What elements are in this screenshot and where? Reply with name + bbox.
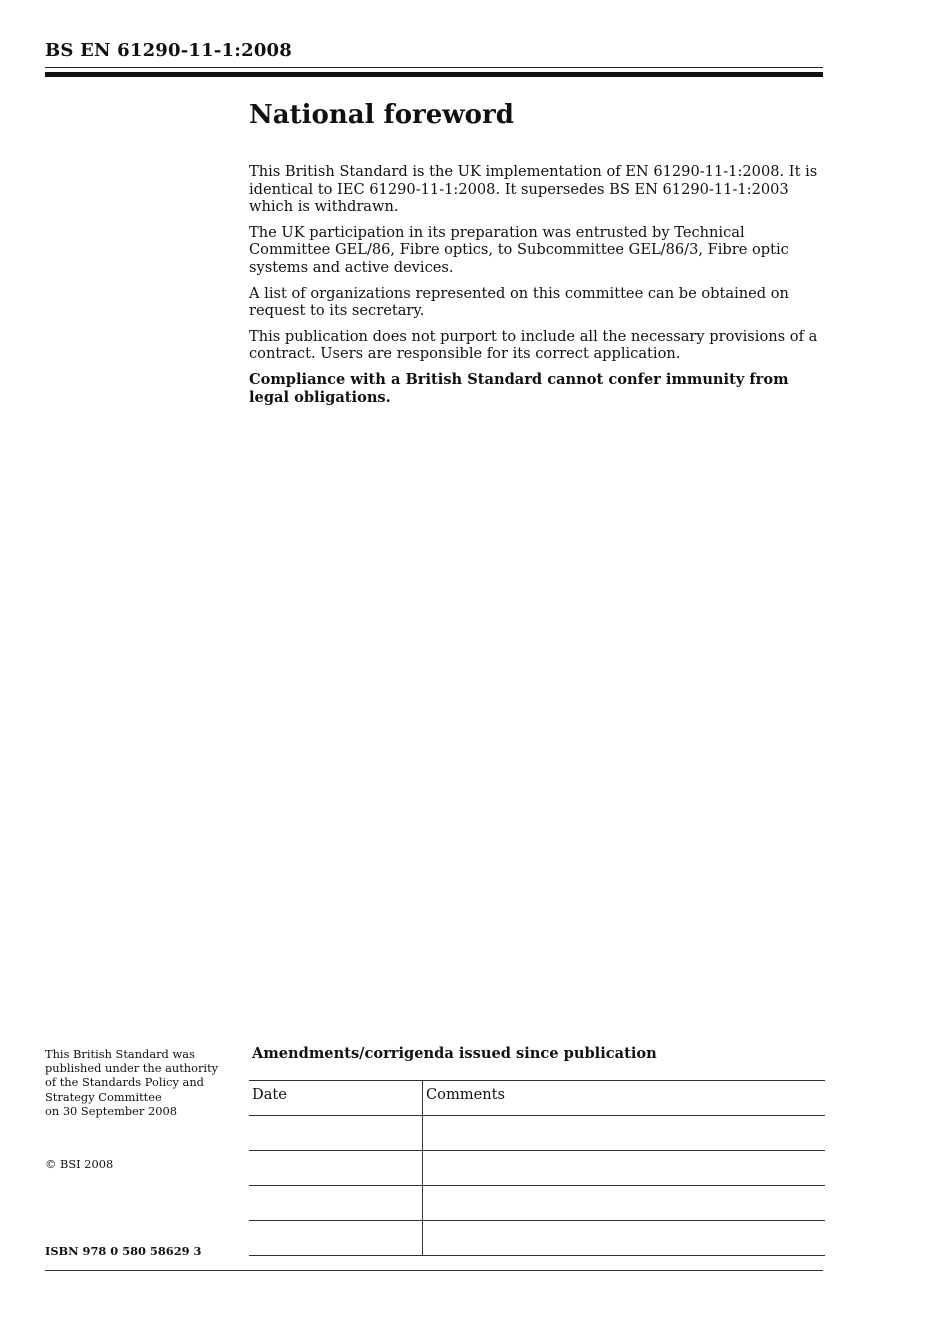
comments-cell (423, 1151, 826, 1186)
amendments-header-row (249, 1081, 825, 1116)
column-header-date: Date (249, 1081, 423, 1116)
foreword-paragraph: The UK participation in its preparation was entrusted by Technical Committee GEL/86, Fibre optics, to Subcommittee GEL/86/3, Fibre optic systems and active devices. (249, 223, 789, 276)
foreword-paragraph: A list of organizations represented on this committee can be obtained on request to its secretary. (249, 284, 789, 320)
imprint-line: This British Standard was (45, 1047, 195, 1061)
comments-cell (423, 1116, 826, 1151)
copyright-notice: © BSI 2008 (45, 1157, 114, 1171)
comments-cell (423, 1221, 826, 1256)
date-cell (249, 1221, 423, 1256)
imprint-line: of the Standards Policy and (45, 1075, 204, 1090)
comments-cell (423, 1186, 826, 1221)
header-rule-thin (45, 67, 823, 68)
header-rule-thick (45, 72, 823, 77)
column-header-comments: Comments (423, 1081, 826, 1116)
date-cell (249, 1186, 423, 1221)
amendments-title: Amendments/corrigenda issued since publication (252, 1045, 657, 1062)
compliance-statement: Compliance with a British Standard cannot confer immunity from legal obligations. (249, 370, 789, 406)
document-id: BS EN 61290-11-1:2008 (45, 40, 292, 61)
footer-rule (45, 1270, 823, 1271)
foreword-paragraph: This publication does not purport to include all the necessary provisions of a contract. Users are responsible for its correct application. (249, 327, 818, 363)
isbn: ISBN 978 0 580 58629 3 (45, 1244, 202, 1258)
imprint-line: on 30 September 2008 (45, 1103, 177, 1118)
page-title: National foreword (249, 100, 514, 130)
date-cell (249, 1151, 423, 1186)
table-row (249, 1151, 825, 1186)
imprint-line: Strategy Committee (45, 1089, 162, 1104)
date-cell (249, 1116, 423, 1151)
publication-imprint (45, 1047, 235, 1118)
table-row (249, 1221, 825, 1256)
table-row (249, 1186, 825, 1221)
amendments-table (249, 1080, 825, 1256)
imprint-line: published under the authority (45, 1061, 219, 1076)
foreword-paragraph: This British Standard is the UK implementation of EN 61290-11-1:2008. It is identical to IEC 61290-11-1:2008. It supersedes BS EN 61290-11-1:2003 which is withdrawn. (249, 163, 818, 216)
table-row (249, 1116, 825, 1151)
foreword-body (249, 163, 825, 414)
